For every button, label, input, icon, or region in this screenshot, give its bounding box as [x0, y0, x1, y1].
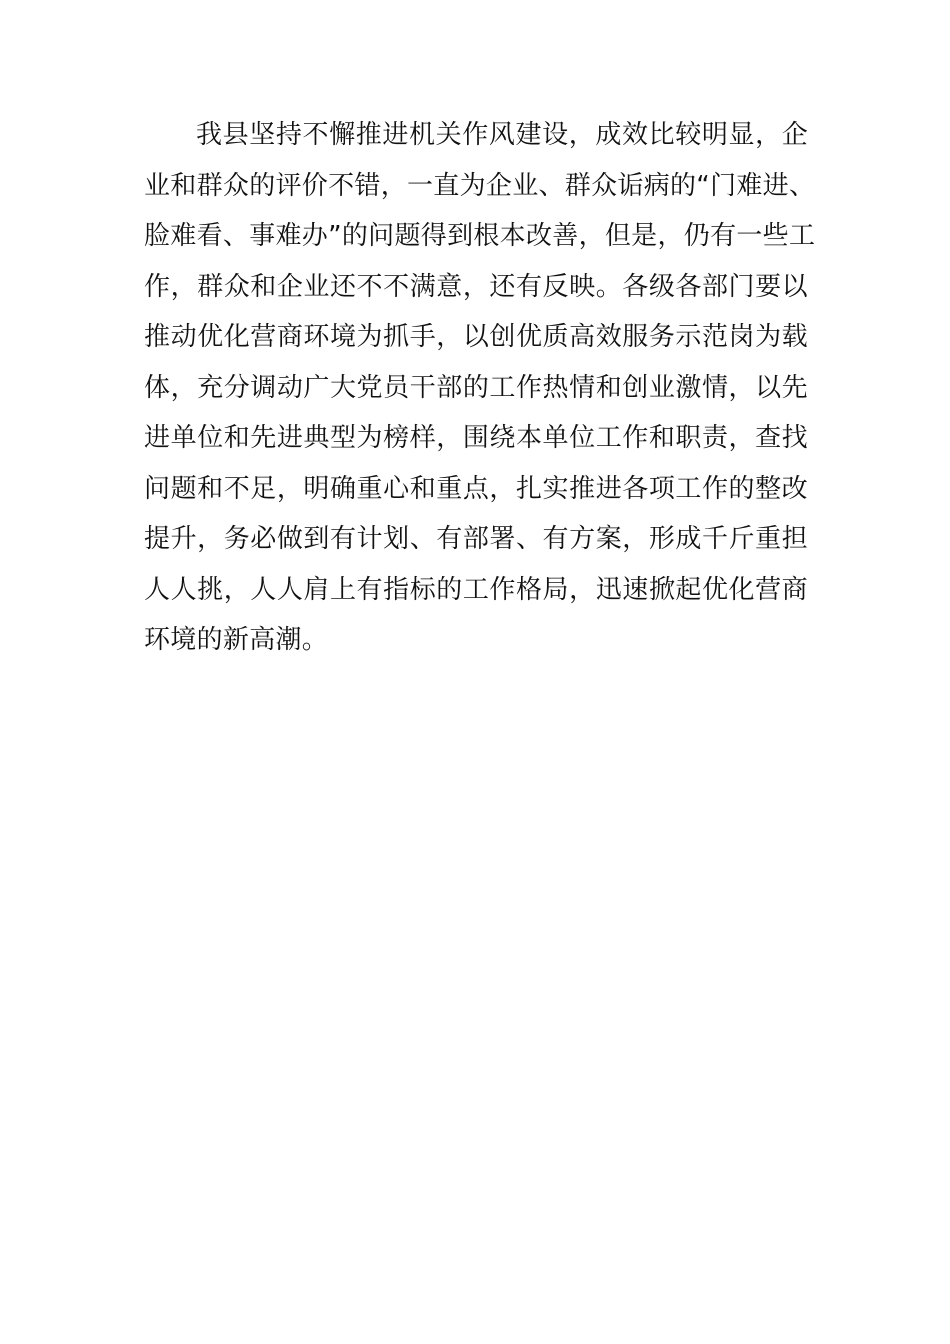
- paragraph-line: 作，群众和企业还不不满意，还有反映。各级各部门要以: [144, 271, 808, 302]
- paragraph-line: 提升，务必做到有计划、有部署、有方案，形成千斤重担: [144, 524, 808, 554]
- paragraph-line: 业和群众的评价不错，一直为企业、群众诟病的“门难进、: [144, 170, 816, 201]
- body-paragraph: [144, 110, 816, 666]
- paragraph-line: 体，充分调动广大党员干部的工作热情和创业激情，以先: [144, 372, 808, 403]
- paragraph-line: 人人挑，人人肩上有指标的工作格局，迅速掀起优化营商: [144, 574, 808, 605]
- paragraph-line: 进单位和先进典型为榜样，围绕本单位工作和职责，查找: [144, 423, 808, 453]
- paragraph-line: 环境的新高潮。: [144, 625, 329, 655]
- paragraph-line: 脸难看、事难办”的问题得到根本改善，但是，仍有一些工: [144, 221, 816, 251]
- paragraph-line: 我县坚持不懈推进机关作风建设，成效比较明显，企: [196, 120, 808, 150]
- paragraph-line: 推动优化营商环境为抓手，以创优质高效服务示范岗为载: [144, 322, 808, 352]
- paragraph-line: 问题和不足，明确重心和重点，扎实推进各项工作的整改: [144, 473, 808, 504]
